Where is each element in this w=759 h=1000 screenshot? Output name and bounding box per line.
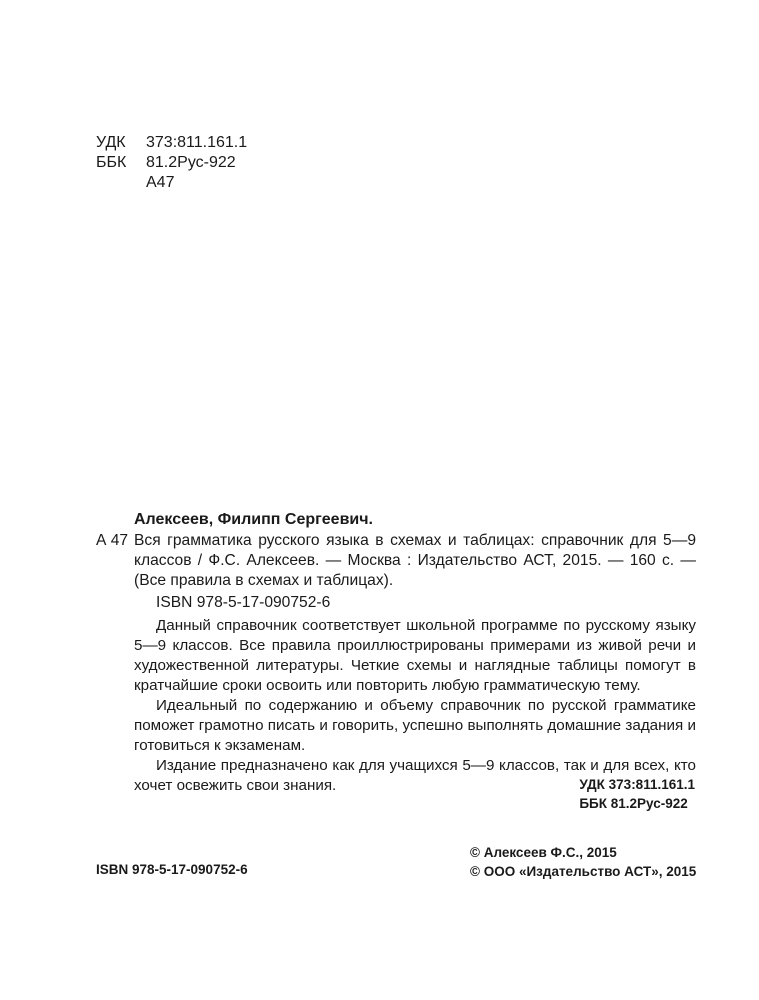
catalog-entry: [96, 531, 696, 591]
bbk-label: ББК: [96, 154, 127, 171]
catalog-code: А 47: [96, 532, 129, 549]
udk-label: УДК: [96, 134, 126, 151]
author-name: Алексеев, Филипп Сергеевич.: [134, 511, 373, 528]
catalog-isbn: ISBN 978-5-17-090752-6: [156, 594, 331, 611]
annotation: [96, 616, 696, 796]
copyright-block: [470, 843, 696, 881]
bbk-row: [96, 153, 247, 173]
author-mark: А47: [146, 174, 175, 191]
catalog-description: Вся грамматика русского языка в схемах и таблицах: справочник для 5—9 классов / Ф.С. Алексеев. — Москва : Издательство АСТ, 2015. — 160 с. — (Все правила в схемах и таблицах).: [134, 532, 696, 589]
bottom-bbk: ББК 81.2Рус-922: [579, 796, 688, 811]
annotation-paragraph: Издание предназначено как для учащихся 5—9 классов, так и для всех, кто хочет освежить свои знания.: [134, 757, 696, 794]
bbk-value: 81.2Рус-922: [146, 154, 236, 171]
bottom-udk: УДК 373:811.161.1: [579, 777, 695, 792]
footer-isbn: ISBN 978-5-17-090752-6: [96, 862, 248, 877]
classification-block: [96, 133, 247, 193]
udk-row: [96, 133, 247, 153]
annotation-paragraph: Идеальный по содержанию и объему справочник по русской грамматике поможет грамотно писать и говорить, успешно выполнять домашние задания и готовиться к экзаменам.: [134, 697, 696, 754]
bottom-classification: [579, 775, 695, 813]
annotation-paragraph: Данный справочник соответствует школьной программе по русскому языку 5—9 классов. Все правила проиллюстрированы примерами из живой речи и художественной литературы. Четкие схемы и наглядные таблицы помогут в кратчайшие сроки освоить или повторить любую грамматическую тему.: [134, 617, 696, 694]
udk-value: 373:811.161.1: [146, 134, 248, 151]
copyright-author: © Алексеев Ф.С., 2015: [470, 845, 617, 860]
copyright-publisher: © ООО «Издательство АСТ», 2015: [470, 864, 697, 879]
catalog-card: [96, 510, 696, 796]
